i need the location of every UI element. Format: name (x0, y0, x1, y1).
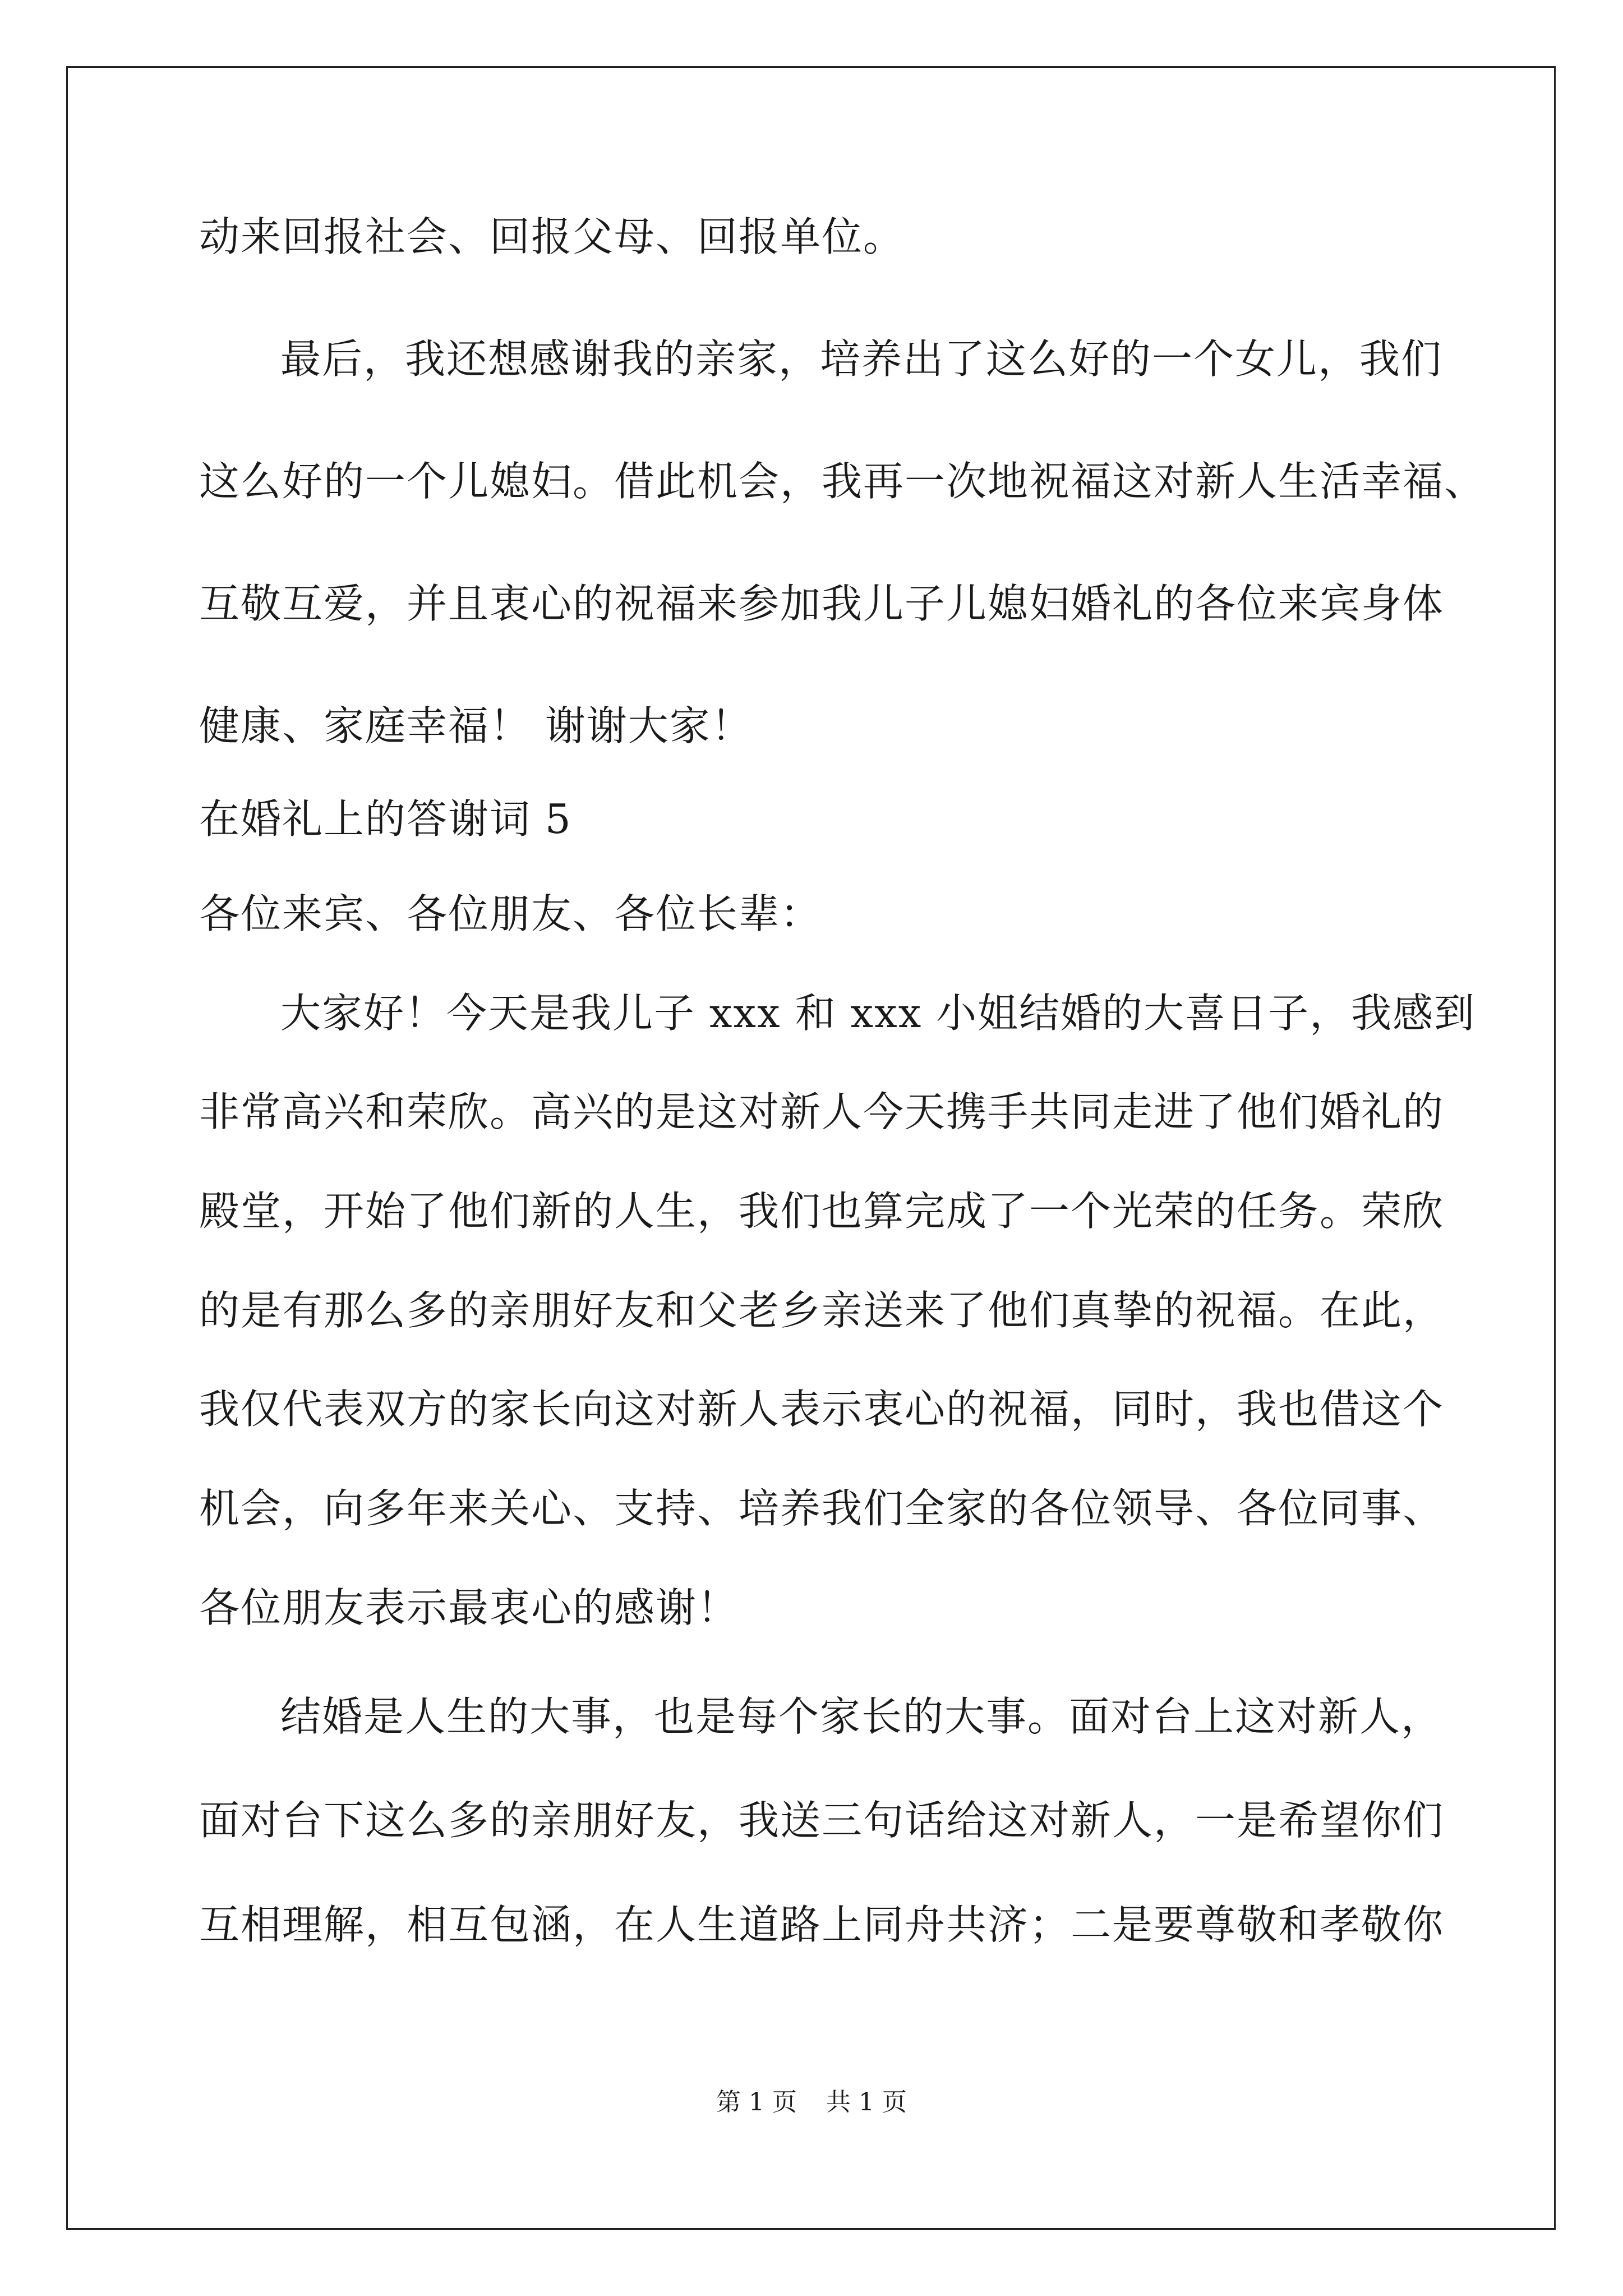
paragraph-first-line: 最后，我还想感谢我的亲家，培养出了这么好的一个女儿，我们 (280, 335, 1443, 383)
salutation-line: 各位来宾、各位朋友、各位长辈： (199, 890, 822, 937)
page-number: 第 1 页 (716, 2088, 797, 2116)
body-line: 殿堂，开始了他们新的人生，我们也算完成了一个光荣的任务。荣欣 (199, 1188, 1445, 1235)
body-line: 的是有那么多的亲朋好友和父老乡亲送来了他们真挚的祝福。在此， (199, 1287, 1445, 1334)
body-line: 机会，向多年来关心、支持、培养我们全家的各位领导、各位同事、 (199, 1485, 1445, 1532)
paragraph-first-line: 结婚是人生的大事，也是每个家长的大事。面对台上这对新人， (280, 1693, 1443, 1740)
body-line: 互相理解，相互包涵，在人生道路上同舟共济；二是要尊敬和孝敬你 (199, 1901, 1445, 1948)
body-line: 我仅代表双方的家长向这对新人表示衷心的祝福，同时，我也借这个 (199, 1386, 1445, 1433)
body-line: 动来回报社会、回报父母、回报单位。 (199, 213, 905, 260)
section-heading: 在婚礼上的答谢词 5 (199, 795, 572, 843)
body-line: 各位朋友表示最衷心的感谢！ (199, 1584, 739, 1631)
body-line: 非常高兴和荣欣。高兴的是这对新人今天携手共同走进了他们婚礼的 (199, 1088, 1445, 1135)
body-line: 这么好的一个儿媳妇。借此机会，我再一次地祝福这对新人生活幸福、 (199, 458, 1486, 505)
body-line: 健康、家庭幸福！ 谢谢大家！ (199, 702, 753, 749)
page-total: 共 1 页 (826, 2088, 907, 2116)
body-line: 互敬互爱，并且衷心的祝福来参加我儿子儿媳妇婚礼的各位来宾身体 (199, 580, 1445, 627)
paragraph-first-line: 大家好！今天是我儿子 xxx 和 xxx 小姐结婚的大喜日子，我感到 (280, 990, 1476, 1037)
page-footer (0, 2086, 1623, 2119)
body-line: 面对台下这么多的亲朋好友，我送三句话给这对新人，一是希望你们 (199, 1797, 1445, 1844)
